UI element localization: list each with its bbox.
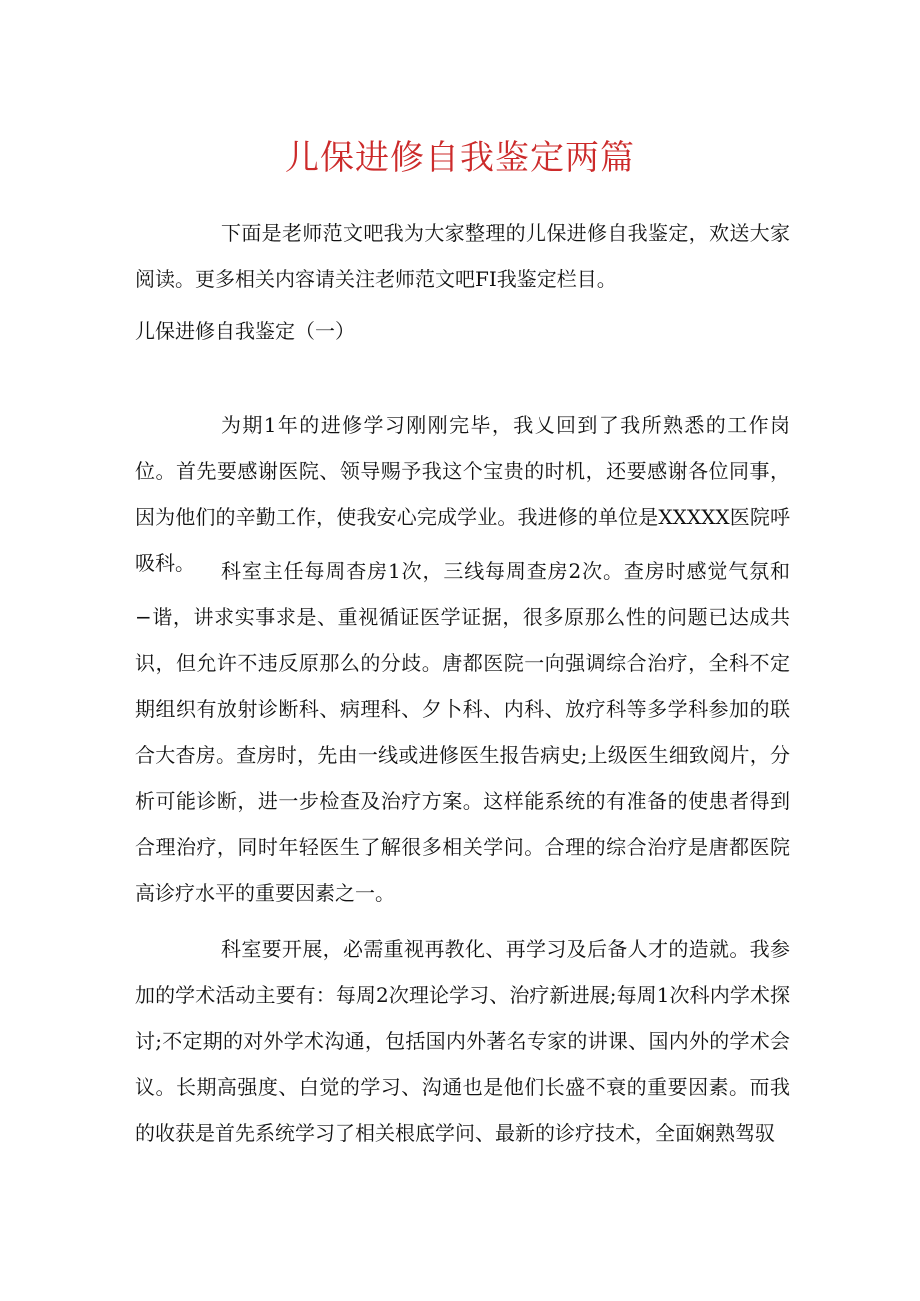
section-heading: 儿保进修自我鉴定（一） xyxy=(135,319,355,343)
intro-paragraph: 下面是老师范文吧我为大家整理的儿保进修自我鉴定，欢送大家阅读。更多相关内容请关注老师范文吧FI我鉴定栏目。 xyxy=(135,221,790,291)
document-title: 儿保进修自我鉴定两篇 xyxy=(285,138,635,178)
body-paragraph-3: 科室要开展，必需重视再教化、再学习及后备人才的造就。我参加的学术活动主要有：每周2次理论学习、治疗新进展;每周1次科内学术探讨;不定期的对外学术沟通，包括国内外著名专家的讲课、国内外的学术会议。长期高强度、白觉的学习、沟通也是他们长盛不衰的重要因素。而我的收获是首先系统学习了相关根底学问、最新的诊疗技术，全面娴熟驾驭 xyxy=(135,937,790,1145)
body-paragraph-2: 科室主任每周杳房1次，三线每周查房2次。查房时感觉气氛和−谐，讲求实事求是、重视循证医学证据，很多原那么性的问题已达成共识，但允许不违反原那么的分歧。唐都医院一向强调综合治疗，全科不定期组织有放射诊断科、病理科、夕卜科、内科、放疗科等多学科参加的联合大杳房。查房时，先由一线或进修医生报告病史;上级医生细致阅片，分析可能诊断，进一步检查及治疗方案。这样能系统的有准备的使患者得到合理治疗，同时年轻医生了解很多相关学问。合理的综合治疗是唐都医院高诊疗水平的重要因素之一。 xyxy=(135,559,790,905)
body-paragraph-1: 为期1年的进修学习刚刚完毕，我乂回到了我所熟悉的工作岗位。首先要感谢医院、领导赐予我这个宝贵的时机，还要感谢各位同事，因为他们的辛勤工作，使我安心完成学业。我进修的单位是XXXXX医院呼吸科。 xyxy=(135,413,790,575)
